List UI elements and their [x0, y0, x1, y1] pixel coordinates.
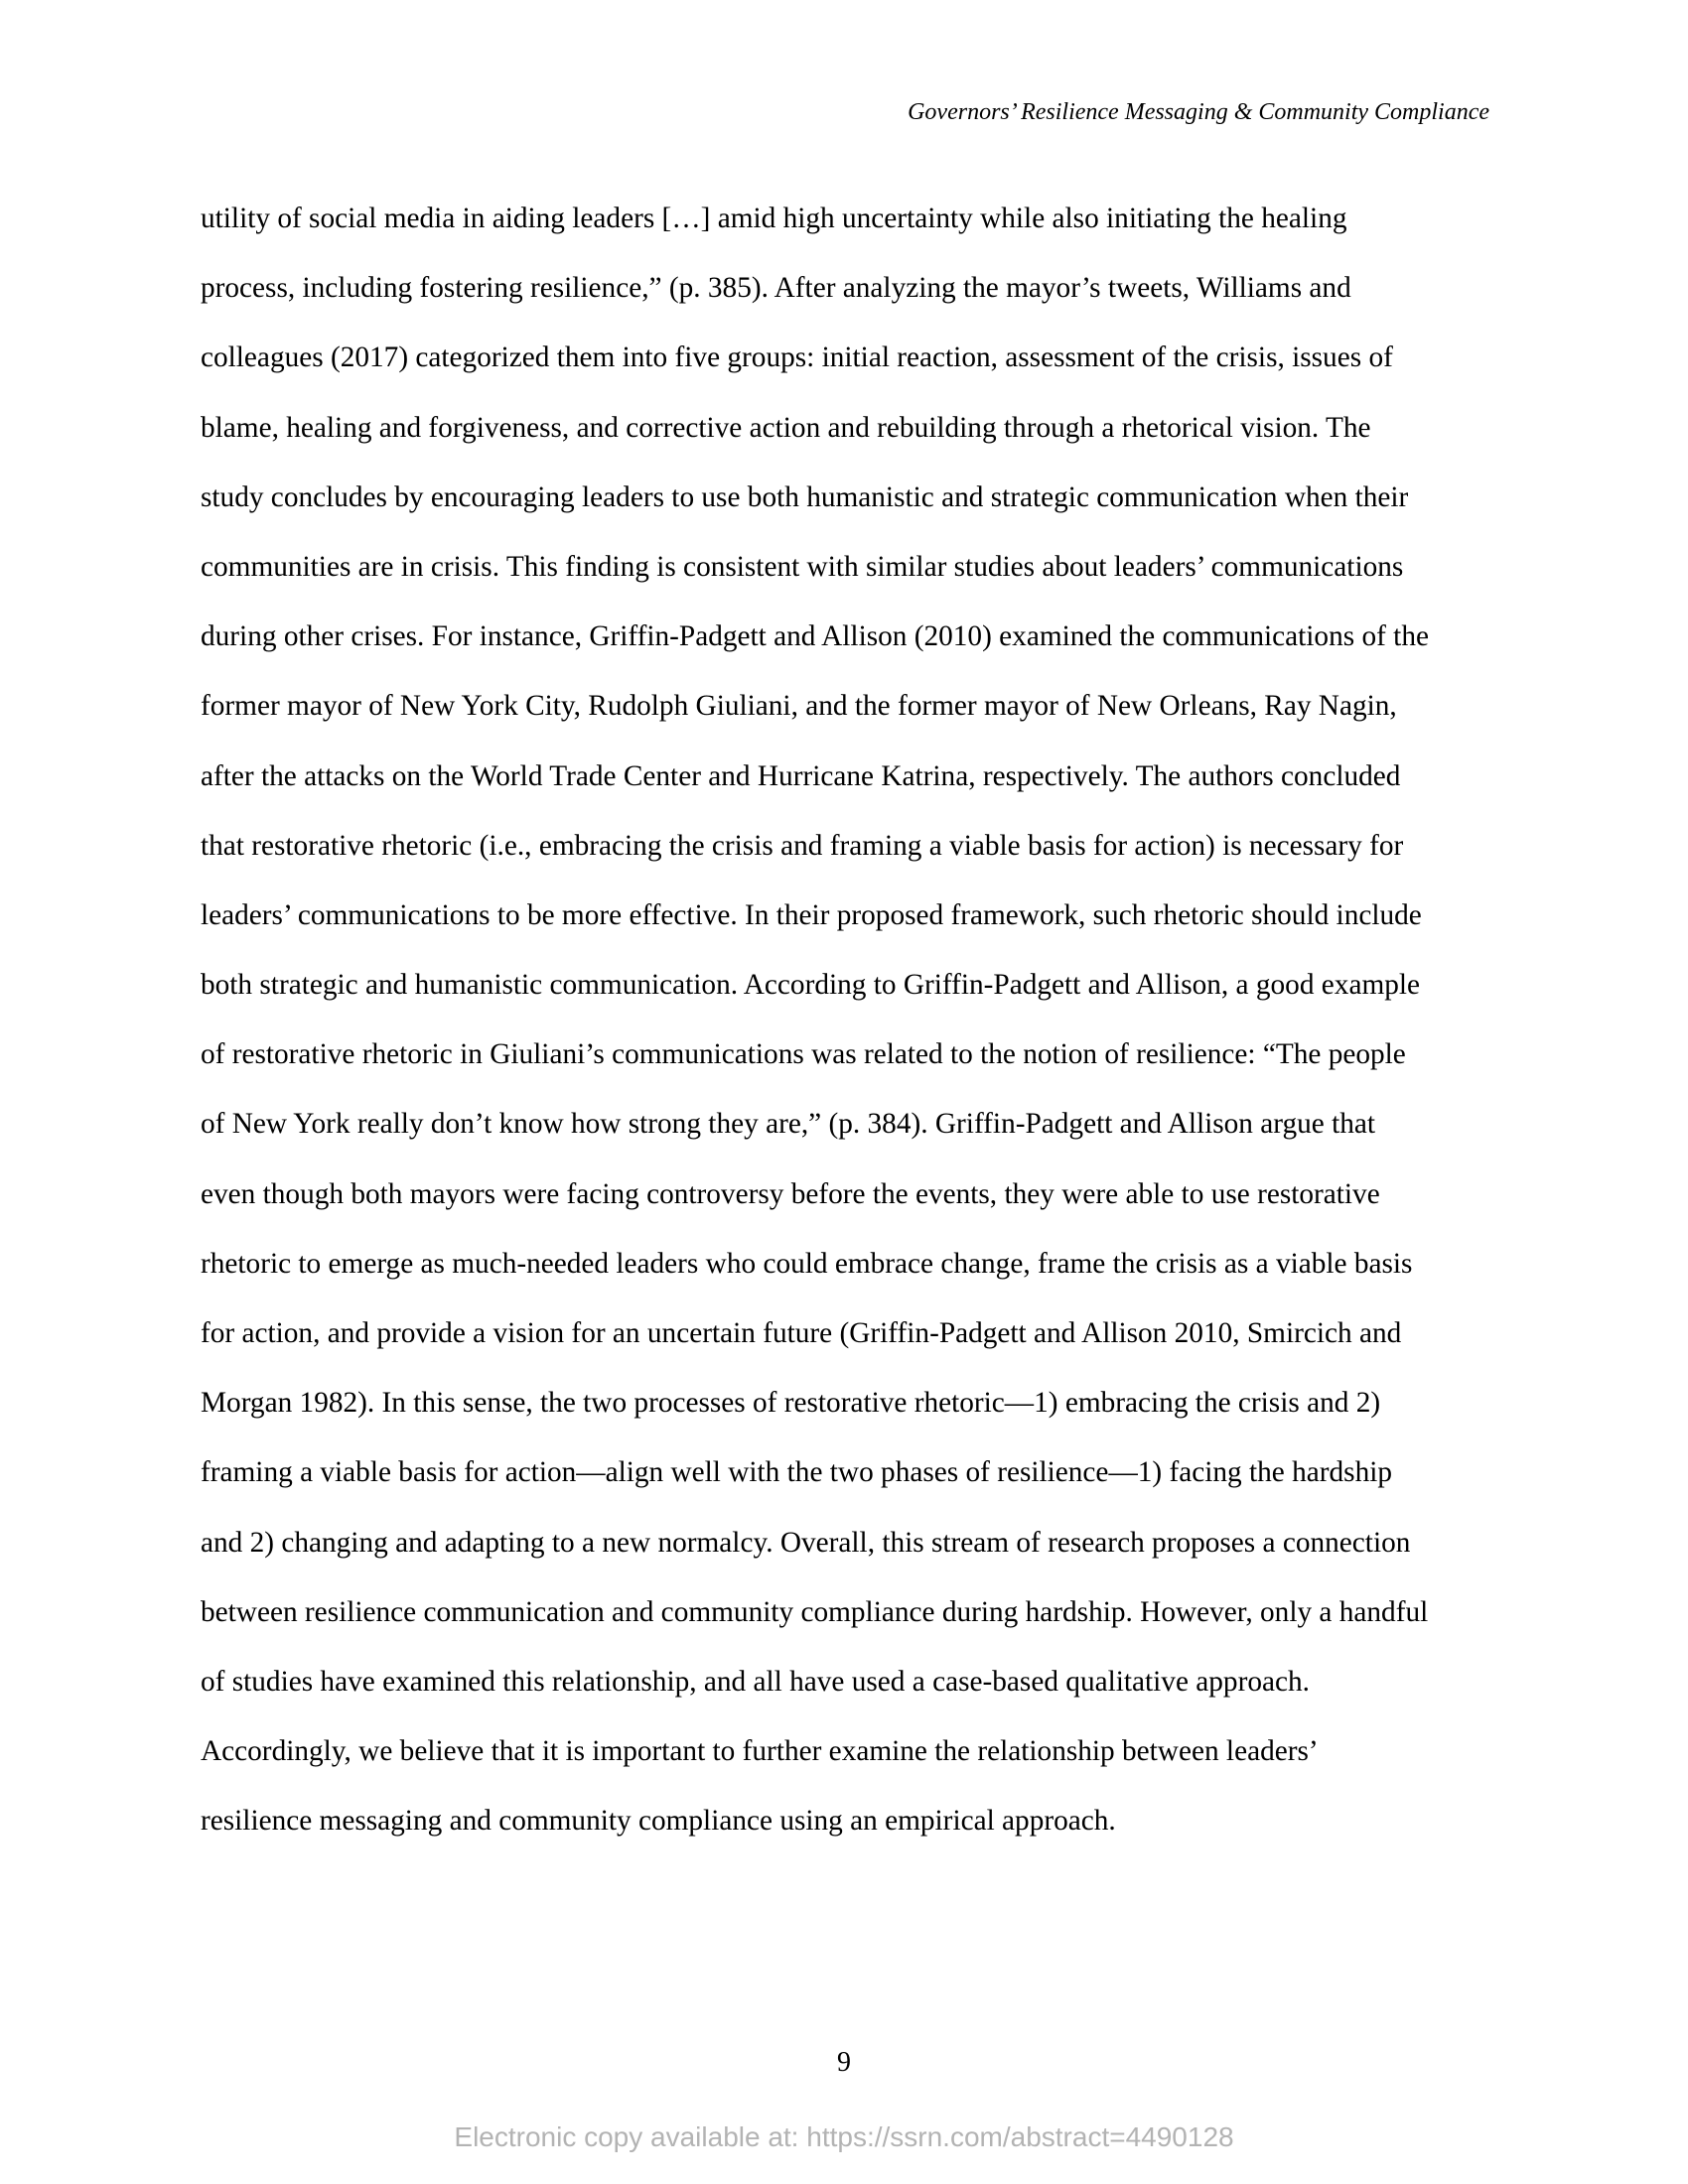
text-line: even though both mayors were facing controversy before the events, they were able to use restorative [201, 1177, 1380, 1210]
ssrn-availability-note[interactable]: Electronic copy available at: https://ssrn.com/abstract=4490128 [454, 2121, 1234, 2152]
text-line: between resilience communication and community compliance during hardship. However, only a handful [201, 1595, 1429, 1628]
text-line: for action, and provide a vision for an uncertain future (Griffin-Padgett and Allison 2010, Smircich and [201, 1317, 1402, 1349]
text-line: blame, healing and forgiveness, and corrective action and rebuilding through a rhetorical vision. The [201, 411, 1371, 444]
text-line: rhetoric to emerge as much-needed leaders who could embrace change, frame the crisis as a viable basis [201, 1247, 1413, 1280]
text-line: Morgan 1982). In this sense, the two processes of restorative rhetoric—1) embracing the crisis and 2) [201, 1387, 1381, 1420]
text-line: and 2) changing and adapting to a new normalcy. Overall, this stream of research proposes a connection [201, 1526, 1411, 1559]
text-line: resilience messaging and community compliance using an empirical approach. [201, 1805, 1116, 1838]
text-line: of New York really don’t know how strong they are,” (p. 384). Griffin-Padgett and Allison argue that [201, 1108, 1376, 1141]
text-line: both strategic and humanistic communication. According to Griffin-Padgett and Allison, a good example [201, 969, 1421, 1002]
text-line: of studies have examined this relationship, and all have used a case-based qualitative approach. [201, 1665, 1310, 1698]
text-line: during other crises. For instance, Griffin-Padgett and Allison (2010) examined the communications of the [201, 620, 1429, 653]
text-line: of restorative rhetoric in Giuliani’s communications was related to the notion of resilience: “The people [201, 1038, 1406, 1071]
text-line: after the attacks on the World Trade Center and Hurricane Katrina, respectively. The authors concluded [201, 759, 1401, 792]
page-number: 9 [837, 2047, 851, 2078]
text-line: Accordingly, we believe that it is important to further examine the relationship between leaders’ [201, 1735, 1319, 1768]
text-line: utility of social media in aiding leaders […] amid high uncertainty while also initiating the healing [201, 203, 1347, 234]
text-line: colleagues (2017) categorized them into five groups: initial reaction, assessment of the crisis, issues of [201, 341, 1393, 374]
text-line: leaders’ communications to be more effective. In their proposed framework, such rhetoric should include [201, 898, 1422, 931]
text-line: study concludes by encouraging leaders to use both humanistic and strategic communication when their [201, 480, 1409, 513]
text-line: former mayor of New York City, Rudolph Giuliani, and the former mayor of New Orleans, Ray Nagin, [201, 690, 1397, 723]
text-line: process, including fostering resilience,” (p. 385). After analyzing the mayor’s tweets, Williams and [201, 272, 1351, 305]
body-paragraph [201, 199, 1491, 1871]
text-line: communities are in crisis. This finding is consistent with similar studies about leaders’ communications [201, 550, 1404, 583]
text-line: framing a viable basis for action—align well with the two phases of resilience—1) facing the hardship [201, 1456, 1392, 1489]
text-line: that restorative rhetoric (i.e., embracing the crisis and framing a viable basis for action) is necessary for [201, 829, 1404, 862]
running-header: Governors’ Resilience Messaging & Community Compliance [908, 99, 1489, 125]
